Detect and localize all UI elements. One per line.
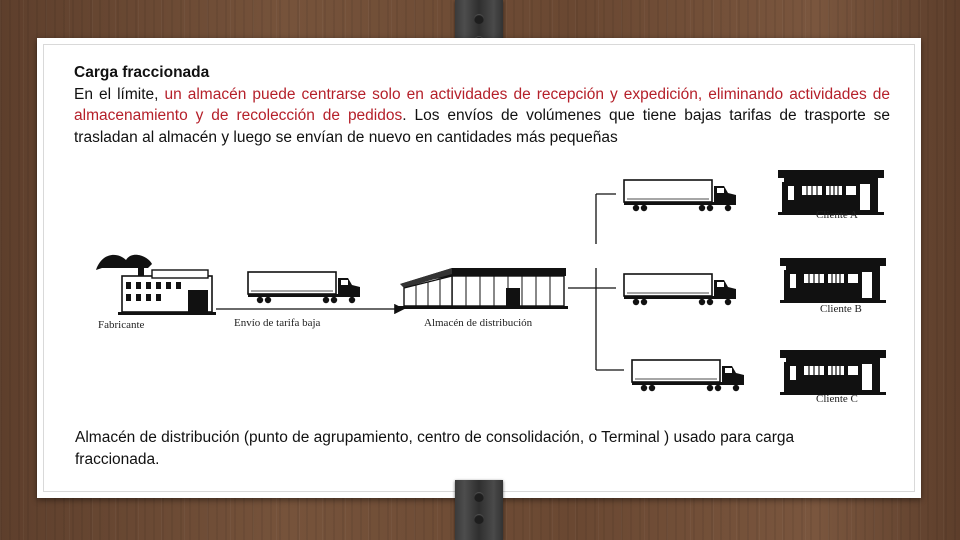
label-low-rate-shipment: Envío de tarifa baja bbox=[234, 317, 321, 329]
label-manufacturer: Fabricante bbox=[98, 319, 145, 331]
bottom-strap bbox=[455, 480, 503, 540]
diagram-caption: Almacén de distribución (punto de agrupamiento, centro de consolidación, o Terminal ) usado para carga fraccionada. bbox=[75, 429, 795, 468]
factory-icon bbox=[96, 255, 216, 315]
pin-icon bbox=[474, 492, 484, 502]
warehouse-icon bbox=[398, 268, 568, 309]
truck-icon bbox=[248, 272, 360, 303]
paragraph-part-1: En el límite, bbox=[74, 85, 165, 103]
pin-icon bbox=[474, 14, 484, 24]
truck-icon bbox=[632, 360, 744, 391]
truck-icon bbox=[624, 274, 736, 305]
intro-text bbox=[74, 62, 890, 148]
store-icon bbox=[780, 350, 886, 395]
label-client-b: Cliente B bbox=[820, 303, 862, 315]
paragraph-part-3: . Los envíos de volúmenes que tiene bajas tarifas de trasporte se trasladan al almacén y luego se envían de nuevo en cantidades más pequeñas bbox=[74, 107, 890, 146]
store-icon bbox=[780, 258, 886, 303]
label-distribution-warehouse: Almacén de distribución bbox=[424, 317, 533, 329]
label-client-a: Cliente A bbox=[816, 209, 858, 221]
label-client-c: Cliente C bbox=[816, 393, 858, 405]
truck-icon bbox=[624, 180, 736, 211]
distribution-diagram bbox=[84, 158, 888, 410]
pin-icon bbox=[474, 514, 484, 524]
paragraph-highlight: un almacén puede centrarse solo en actividades de recepción y expedición, eliminando actividades de almacenamiento y de recolección de pedidos bbox=[74, 85, 891, 124]
slide-title: Carga fraccionada bbox=[74, 64, 210, 81]
